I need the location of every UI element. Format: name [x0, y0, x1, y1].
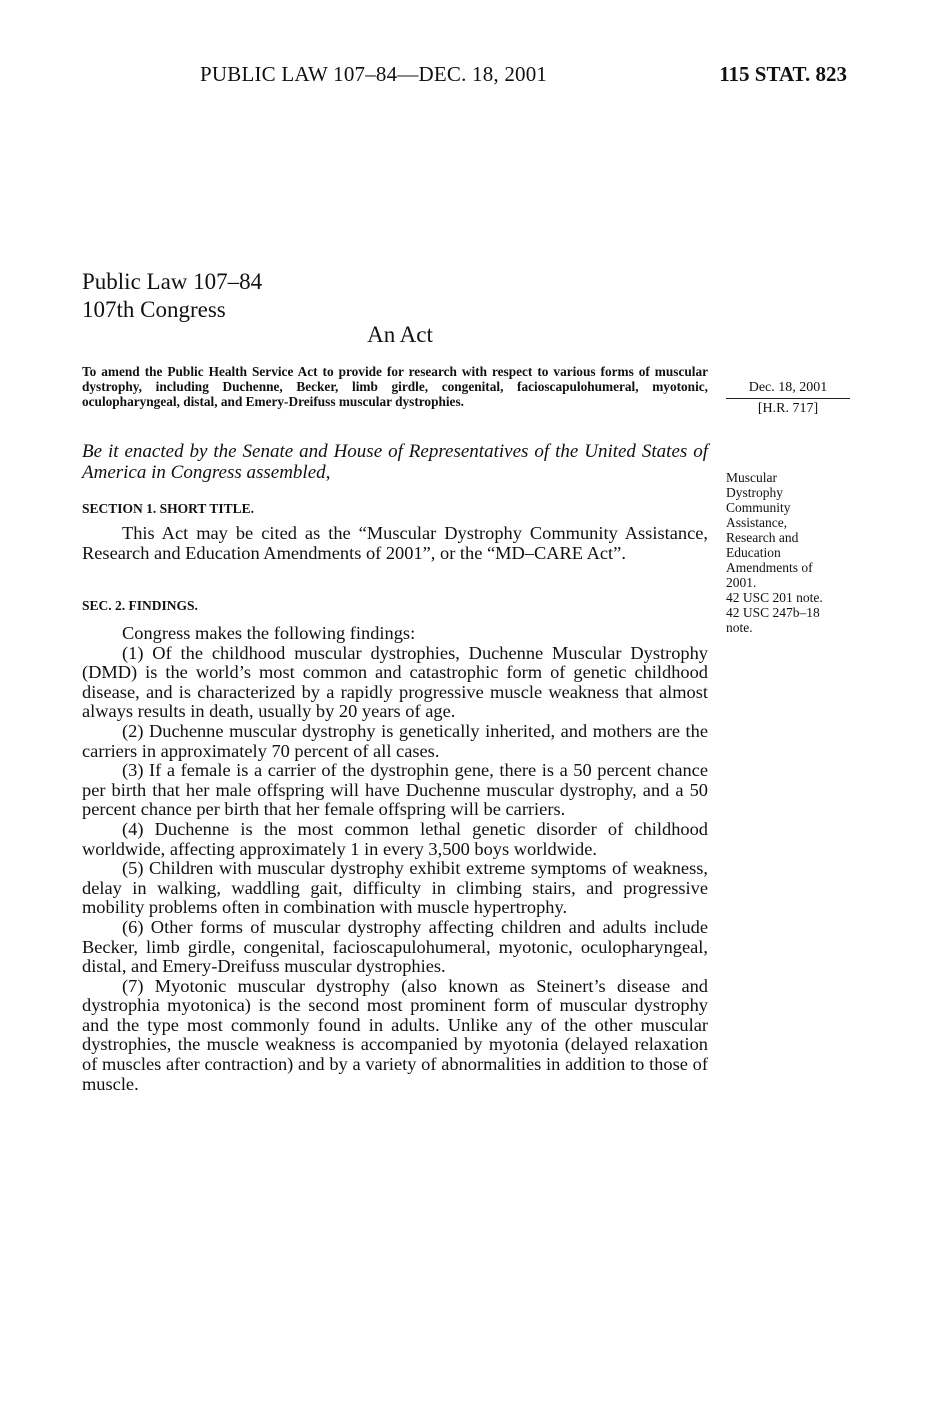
enacting-clause: Be it enacted by the Senate and House of Representatives of the United States of America in Congress assembled, — [82, 441, 708, 483]
margin-note-line: Education — [726, 545, 781, 560]
margin-date-block — [726, 380, 850, 416]
finding-item — [82, 977, 708, 1095]
section1-body: This Act may be cited as the “Muscular Dystrophy Community Assistance, Research and Education Amendments of 2001”, or the “MD–CARE Act”. — [82, 523, 708, 563]
margin-note-line: 42 USC 247b–18 — [726, 605, 820, 620]
margin-note-line: Amendments of — [726, 560, 813, 575]
finding-text: (7) Myotonic muscular dystrophy (also known as Steinert’s disease and dystrophia myotonica) is the second most prominent form of muscular dystrophy and the type most commonly found in adults. Unlike any of the other muscular dystrophies, the muscle weakness is accompanied by myotonia (delayed relaxation of muscles after contraction) and by a variety of abnormalities in addition to those of muscle. — [82, 975, 708, 1094]
finding-item — [82, 722, 708, 761]
statute-page-number: 115 STAT. 823 — [719, 62, 847, 86]
findings-intro — [82, 624, 708, 644]
finding-item — [82, 820, 708, 859]
margin-note-line: note. — [726, 620, 753, 635]
margin-note-line: Research and — [726, 530, 799, 545]
bill-number: [H.R. 717] — [757, 401, 819, 416]
finding-text: (5) Children with muscular dystrophy exhibit extreme symptoms of weakness, delay in walking, waddling gait, difficulty in climbing stairs, and progressive mobility problems often in combination with muscle hypertrophy. — [82, 858, 708, 918]
findings-intro-text: Congress makes the following findings: — [122, 623, 416, 643]
act-title: An Act — [367, 322, 433, 347]
margin-note — [726, 470, 856, 635]
margin-note-line: Community — [726, 500, 791, 515]
purpose-statement: To amend the Public Health Service Act to provide for research with respect to various forms of muscular dystrophy, including Duchenne, Becker, limb girdle, congenital, facioscapulohumeral, myotonic, oculopharyngeal, distal, and Emery-Dreifuss muscular dystrophies. — [82, 364, 708, 409]
finding-text: (2) Duchenne muscular dystrophy is genetically inherited, and mothers are the carriers in approximately 70 percent of all cases. — [82, 720, 708, 761]
finding-text: (3) If a female is a carrier of the dystrophin gene, there is a 50 percent chance per birth that her male offspring will have Duchenne muscular dystrophy, and a 50 percent chance per birth that her female offspring will be carriers. — [82, 760, 708, 820]
findings-list — [82, 624, 708, 1094]
section1-text — [82, 524, 708, 563]
finding-item — [82, 761, 708, 820]
section1-heading: SECTION 1. SHORT TITLE. — [82, 501, 254, 516]
finding-text: (6) Other forms of muscular dystrophy affecting children and adults include Becker, limb girdle, congenital, facioscapulohumeral, myotonic, oculopharyngeal, distal, and Emery-Dreifuss muscular dystrophies. — [82, 916, 708, 977]
section2-heading: SEC. 2. FINDINGS. — [82, 598, 198, 613]
margin-note-line: 2001. — [726, 575, 757, 590]
congress-number: 107th Congress — [82, 297, 226, 322]
finding-text: (1) Of the childhood muscular dystrophies, Duchenne Muscular Dystrophy (DMD) is the world’s most common and catastrophic form of genetic childhood disease, and is characterized by a rapidly progressive muscle weakness that almost always results in death, usually by 20 years of age. — [82, 642, 708, 722]
enactment-date: Dec. 18, 2001 — [748, 380, 828, 395]
public-law-number: Public Law 107–84 — [82, 269, 263, 294]
running-header: PUBLIC LAW 107–84—DEC. 18, 2001 — [200, 62, 548, 86]
finding-item — [82, 918, 708, 977]
finding-item — [82, 644, 708, 722]
margin-note-line: Dystrophy — [726, 485, 783, 500]
margin-note-line: 42 USC 201 note. — [726, 590, 823, 605]
margin-note-line: Muscular — [726, 470, 777, 485]
finding-text: (4) Duchenne is the most common lethal genetic disorder of childhood worldwide, affecting approximately 1 in every 3,500 boys worldwide. — [82, 818, 708, 859]
law-title-block — [82, 268, 262, 324]
finding-item — [82, 859, 708, 918]
margin-rule — [726, 398, 850, 399]
margin-note-line: Assistance, — [726, 515, 788, 530]
